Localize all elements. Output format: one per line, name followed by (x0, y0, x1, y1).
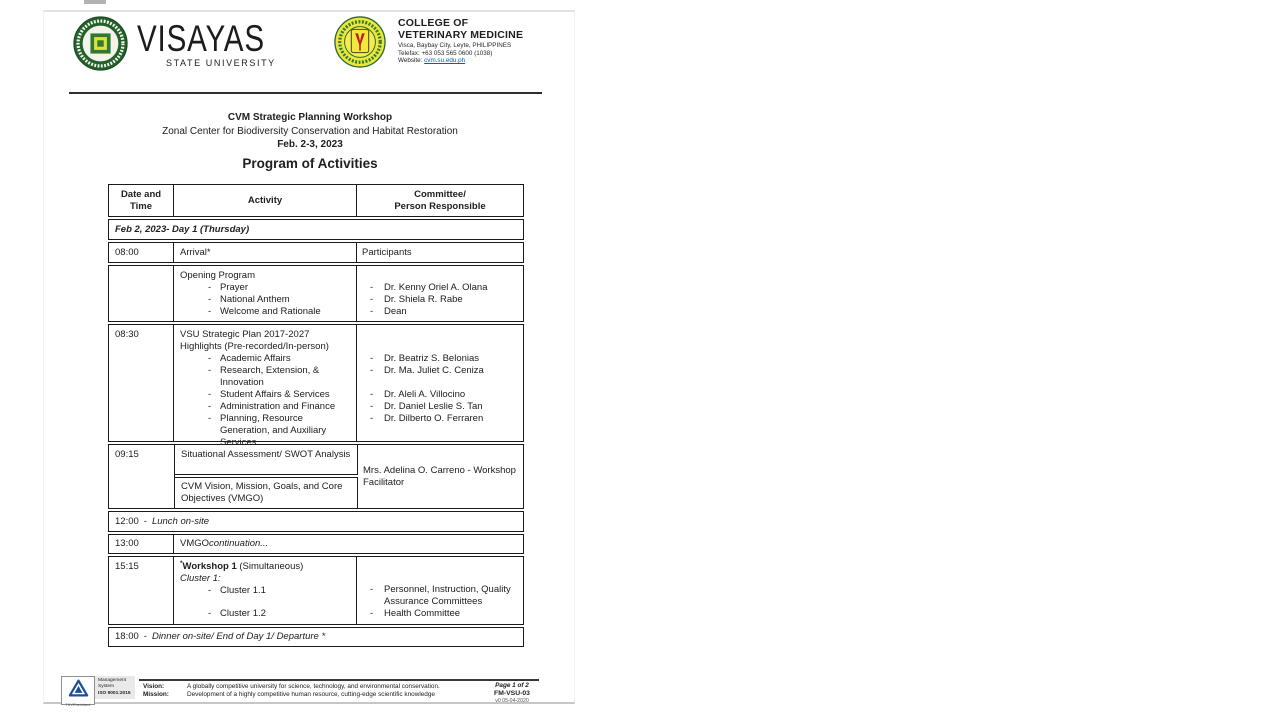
program-table (108, 184, 524, 649)
dinner-time: 18:00 (115, 631, 139, 642)
college-name-line2: VETERINARY MEDICINE (398, 29, 524, 41)
time-cell: 15:15 (109, 557, 174, 624)
program-heading: Program of Activities (242, 155, 378, 171)
document-page (43, 10, 575, 707)
list-item: - Dean (362, 306, 519, 318)
committee-header-line2: Person Responsible (394, 200, 486, 212)
vision-mission-block (143, 683, 473, 699)
activity-title: VSU Strategic Plan 2017-2027 Highlights (Pre-recorded/In-person) (180, 329, 329, 352)
footnote-marker: * (180, 559, 183, 567)
management-system-box (95, 676, 135, 699)
activity-subcolumn (175, 445, 358, 508)
lunch-time: 12:00 (115, 515, 139, 527)
list-item: - Dr. Kenny Oriel A. Olana (362, 282, 519, 294)
dinner-label: Dinner on-site/ End of Day 1/ Departure * (151, 631, 326, 642)
activity-title: Opening Program (180, 270, 255, 281)
website-link[interactable]: cvm.su.edu.ph (424, 57, 466, 65)
committee-cell (357, 266, 523, 321)
list-item: - Dr. Beatriz S. Belonias (362, 353, 519, 365)
list-item: - Administration and Finance (180, 401, 352, 413)
activity-cell: Arrival* (174, 243, 357, 262)
committee-cell: Participants (362, 247, 412, 258)
time-cell: 08:00 (109, 243, 174, 262)
list-item: - Planning, Resource Generation, and Auxiliary Services (180, 413, 352, 449)
committee-cell (357, 325, 523, 441)
mission-label: Mission: (143, 691, 169, 698)
cvm-college-seal-icon (334, 16, 386, 68)
form-code: FM-VSU-03 (494, 689, 530, 697)
list-item: - Dr. Aleli A. Villocino (362, 389, 519, 401)
iso-certification-box (61, 676, 95, 705)
header-cell-date-time: Date and Time (109, 185, 174, 216)
list-item: - Health Committee (362, 608, 519, 620)
list-item: - Dr. Shiela R. Rabe (362, 294, 519, 306)
list-item: - Dr. Daniel Leslie S. Tan (362, 401, 519, 413)
table-header-row (108, 184, 524, 217)
vmgo-continuation: continuation... (209, 538, 269, 549)
vision-row (143, 683, 473, 691)
time-cell: 13:00 (109, 535, 174, 553)
vision-label: Vision: (143, 683, 165, 690)
cluster-subtitle: Cluster 1: (180, 573, 221, 584)
list-item: - Academic Affairs (180, 353, 352, 365)
page-info-block (482, 682, 542, 704)
table-row-workshop1 (108, 556, 524, 625)
activity-subcell-swot: Situational Assessment/ SWOT Analysis (175, 445, 358, 475)
activity-cell (174, 325, 357, 448)
day1-banner-row: Feb 2, 2023- Day 1 (Thursday) (108, 219, 524, 240)
list-item: - Cluster 1.2 (180, 608, 352, 620)
table-row-vmgo-continuation (108, 534, 524, 554)
vision-text: A globally competitive university for science, technology, and environmental conservation. (187, 683, 440, 690)
event-dates: Feb. 2-3, 2023 (277, 139, 343, 150)
header-divider-rule (69, 92, 542, 94)
iso-standard-label: ISO 9001:2015 (98, 690, 131, 696)
top-edge-tab (84, 0, 106, 4)
center-subtitle: Zonal Center for Biodiversity Conservation and Habitat Restoration (162, 125, 458, 137)
tuv-triangle-icon (68, 679, 89, 698)
committee-cell (358, 445, 523, 508)
university-wordmark: VISAYAS (137, 18, 265, 59)
table-row-swot (108, 444, 524, 509)
table-row-dinner (108, 627, 524, 647)
time-cell: 08:30 (109, 325, 174, 441)
mission-text: Development of a highly competitive human resource, cutting-edge scientific knowledge (187, 691, 435, 698)
table-row-strategic-plan (108, 324, 524, 448)
college-telefax: Telefax: +63 053 565 0600 (1038) (398, 49, 493, 57)
time-cell: 09:15 (115, 449, 139, 460)
list-item: - Student Affairs & Services (180, 389, 352, 401)
list-item: - Personnel, Instruction, Quality Assurance Committees (362, 584, 519, 608)
time-cell (109, 266, 174, 321)
separator-dash: - (143, 631, 147, 642)
college-website-line (398, 57, 548, 65)
table-row-lunch (108, 511, 524, 532)
vsu-university-seal-icon (73, 16, 128, 71)
university-wordmark-sub: STATE UNIVERSITY (166, 58, 276, 68)
list-item: - Dr. Dilberto O. Ferraren (362, 413, 519, 425)
title-block (44, 111, 576, 172)
table-row-opening-program (108, 265, 524, 322)
workshop-name: Workshop 1 (182, 561, 237, 572)
vmgo-label: VMGO (180, 538, 210, 549)
activity-cell (174, 535, 523, 553)
website-label: Website: (398, 57, 425, 65)
page-number: Page 1 of 2 (495, 682, 529, 689)
footer-divider-rule (139, 679, 539, 681)
separator-dash: - (143, 515, 147, 527)
committee-cell (357, 557, 523, 624)
list-item: - Welcome and Rationale (180, 306, 352, 318)
college-name-line1: COLLEGE OF (398, 17, 469, 29)
mission-row (143, 691, 473, 699)
college-address: Visca, Baybay City, Leyte, PHILIPPINES (398, 41, 512, 49)
form-version: v0 05-04-2020 (495, 697, 529, 704)
header-cell-committee (357, 185, 523, 216)
management-system-label: Management System (98, 678, 126, 689)
list-item: - Research, Extension, & Innovation (180, 365, 352, 389)
list-item: - Dr. Ma. Juliet C. Ceniza (362, 365, 519, 377)
activity-cell (174, 557, 357, 624)
tuv-caption: TUVRheinland (65, 703, 91, 707)
workshop-mode: (Simultaneous) (236, 561, 304, 572)
workshop-title: CVM Strategic Planning Workshop (227, 112, 393, 123)
lunch-label: Lunch on-site (151, 515, 209, 527)
facilitator-name: Mrs. Adelina O. Carreno - Workshop Facilitator (363, 464, 516, 488)
header-cell-activity: Activity (174, 185, 357, 216)
list-item: - Prayer (180, 282, 352, 294)
list-item: - Cluster 1.1 (180, 585, 352, 597)
table-row-arrival (108, 242, 524, 263)
committee-header-line1: Committee/ (414, 188, 466, 200)
activity-subcell-vmgo: CVM Vision, Mission, Goals, and Core Objectives (VMGO) (175, 477, 358, 508)
workshop-title-line (180, 561, 352, 573)
activity-cell (174, 266, 357, 321)
college-header-block (398, 17, 548, 65)
list-item: - National Anthem (180, 294, 352, 306)
